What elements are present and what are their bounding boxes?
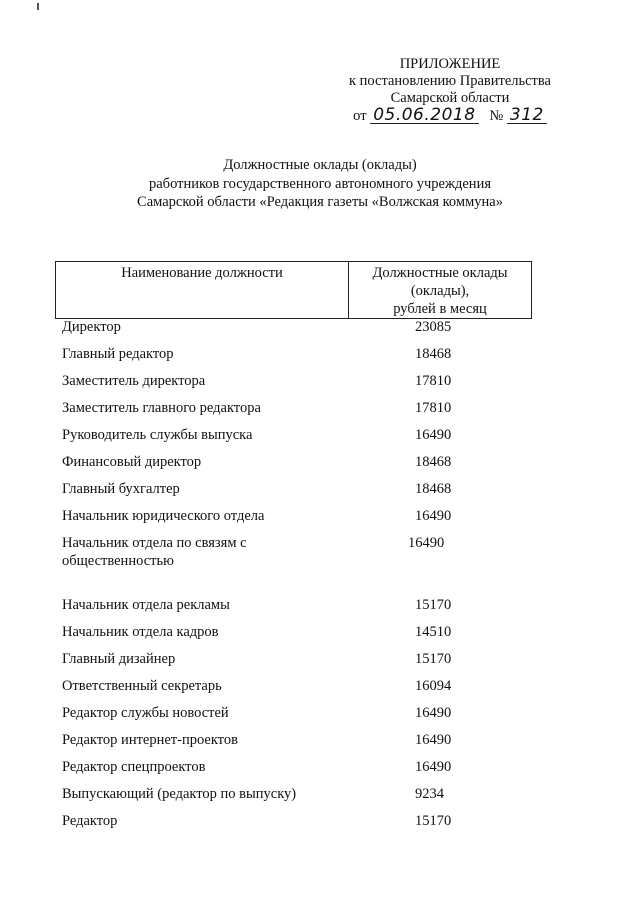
- table-row: [62, 345, 542, 372]
- salary-value: 16490: [415, 759, 452, 775]
- table-row: [62, 596, 542, 623]
- salary-cell: [354, 704, 542, 731]
- table-row: [62, 785, 542, 812]
- salary-cell: [354, 372, 542, 399]
- table-header: [55, 261, 532, 319]
- header-salary-line-2: (оклады),: [410, 283, 470, 299]
- title-line-2: работников государственного автономного учреждения: [149, 175, 491, 192]
- salary-value: 9234: [415, 786, 444, 802]
- table-row: [62, 677, 542, 704]
- salary-cell: [354, 623, 542, 650]
- table-row: [62, 399, 542, 426]
- salary-cell: [354, 677, 542, 704]
- position-name: Финансовый директор: [62, 454, 202, 470]
- table-row: [62, 704, 542, 731]
- position-name: Руководитель службы выпуска: [62, 427, 253, 443]
- salary-cell: [354, 596, 542, 623]
- table-row: [62, 426, 542, 453]
- position-name: Главный редактор: [62, 346, 174, 362]
- position-name: Главный бухгалтер: [62, 481, 180, 497]
- position-name: Начальник юридического отдела: [62, 508, 265, 524]
- position-name: Редактор спецпроектов: [62, 759, 206, 775]
- appendix-heading: ПРИЛОЖЕНИЕ: [399, 56, 501, 72]
- handwritten-number: 312: [507, 108, 547, 124]
- appendix-block: [330, 56, 570, 125]
- table-row: [62, 453, 542, 480]
- salary-value: 15170: [415, 597, 452, 613]
- salary-value: 17810: [415, 400, 452, 416]
- salary-cell: [354, 426, 542, 453]
- position-name: Начальник отдела рекламы: [62, 597, 230, 613]
- salary-value: 16490: [408, 535, 445, 551]
- table-row: [62, 731, 542, 758]
- header-salary-line-1: Должностные оклады: [372, 265, 508, 281]
- position-name: Заместитель директора: [62, 373, 206, 389]
- appendix-line-1: к постановлению Правительства: [349, 73, 551, 89]
- header-position-name: Наименование должности: [56, 262, 349, 318]
- position-name: Начальник отдела кадров: [62, 624, 219, 640]
- title-line-3: Самарской области «Редакция газеты «Волжская коммуна»: [137, 194, 503, 210]
- salary-cell: [354, 318, 542, 345]
- salary-cell: [354, 785, 542, 812]
- table-row: [62, 650, 542, 677]
- position-name: Выпускающий (редактор по выпуску): [62, 786, 297, 802]
- table-row: [62, 507, 542, 534]
- table-row: [62, 318, 542, 345]
- header-salary: [349, 262, 531, 318]
- table-row: [62, 812, 542, 839]
- salary-value: 14510: [415, 624, 452, 640]
- number-prefix: №: [489, 108, 504, 124]
- position-name: Ответственный секретарь: [62, 678, 222, 694]
- salary-table-body: [62, 318, 542, 839]
- salary-cell: [354, 480, 542, 507]
- salary-value: 15170: [415, 813, 452, 829]
- header-salary-line-3: рублей в месяц: [393, 301, 487, 317]
- position-name: Редактор службы новостей: [62, 705, 229, 721]
- salary-value: 18468: [415, 454, 452, 470]
- salary-cell: [354, 650, 542, 677]
- salary-value: 16490: [415, 705, 452, 721]
- appendix-line-2: Самарской области: [390, 90, 510, 106]
- appendix-reference: [330, 105, 570, 125]
- salary-cell: [347, 534, 542, 596]
- salary-value: 16490: [415, 508, 452, 524]
- handwritten-date: 05.06.2018: [370, 108, 478, 124]
- position-name: Директор: [62, 319, 121, 335]
- position-name: Заместитель главного редактора: [62, 400, 261, 416]
- salary-value: 16490: [415, 732, 452, 748]
- salary-value: 15170: [415, 651, 452, 667]
- position-name: Начальник отдела по связям с общественностью: [62, 535, 247, 569]
- salary-value: 17810: [415, 373, 452, 389]
- salary-cell: [354, 399, 542, 426]
- salary-value: 18468: [415, 346, 452, 362]
- salary-cell: [354, 345, 542, 372]
- position-name: Главный дизайнер: [62, 651, 176, 667]
- salary-value: 23085: [415, 319, 452, 335]
- position-name: Редактор: [62, 813, 118, 829]
- salary-cell: [354, 758, 542, 785]
- document-title: [80, 156, 560, 212]
- table-row: [62, 480, 542, 507]
- table-row: [62, 623, 542, 650]
- salary-cell: [354, 453, 542, 480]
- salary-cell: [354, 812, 542, 839]
- table-row: [62, 534, 542, 596]
- date-prefix: от: [353, 108, 367, 124]
- scan-speck: [37, 3, 39, 10]
- table-row: [62, 758, 542, 785]
- salary-value: 16094: [415, 678, 452, 694]
- table-row: [62, 372, 542, 399]
- salary-cell: [354, 731, 542, 758]
- position-name: Редактор интернет-проектов: [62, 732, 238, 748]
- title-line-1: Должностные оклады (оклады): [223, 157, 417, 173]
- salary-value: 18468: [415, 481, 452, 497]
- salary-value: 16490: [415, 427, 452, 443]
- salary-cell: [354, 507, 542, 534]
